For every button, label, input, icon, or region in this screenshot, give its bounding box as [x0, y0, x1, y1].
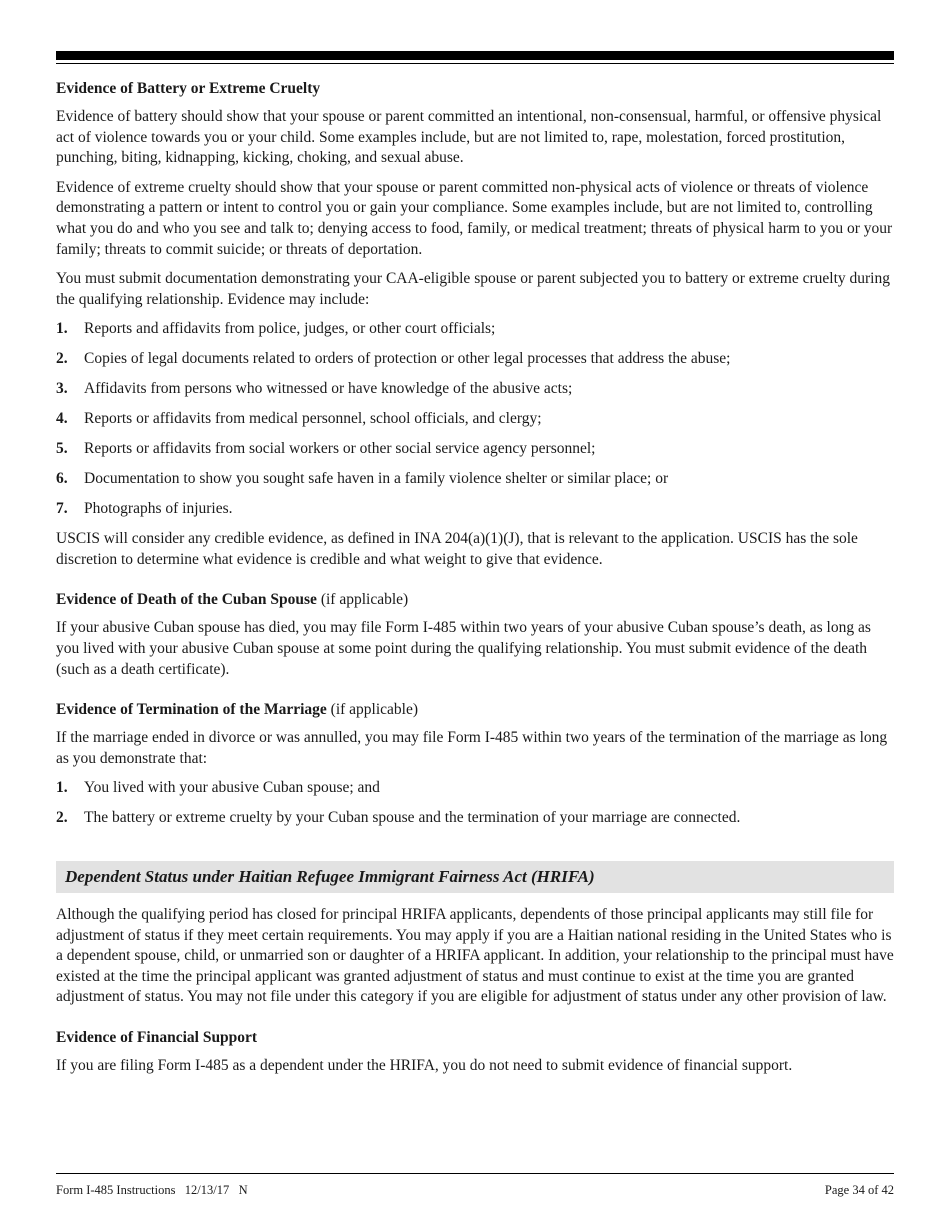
battery-paragraph-4: USCIS will consider any credible evidence, as defined in INA 204(a)(1)(J), that is relevant to the application. USCIS has the sole discretion to determine what evidence is credible and what weight to give that evidence.	[56, 530, 858, 568]
hrifa-title: Dependent Status under Haitian Refugee Immigrant Fairness Act (HRIFA)	[65, 866, 595, 886]
list-item: 5. Reports or affidavits from social workers or other social service agency personnel;	[56, 440, 596, 458]
content	[56, 78, 894, 1086]
death-heading: Evidence of Death of the Cuban Spouse (if applicable)	[56, 591, 409, 609]
termination-paragraph: If the marriage ended in divorce or was annulled, you may file Form I-485 within two years of the termination of the marriage as long as you demonstrate that:	[56, 729, 888, 767]
battery-paragraph-2: Evidence of extreme cruelty should show that your spouse or parent committed non-physical acts of violence or threats of violence demonstrating a pattern or intent to control you or gain your compliance. Some examples include, but are not limited to, controlling what you do and who you see and talk to; denying access to food, family, or medical treatment; threats of physical harm to you or your family; threats to commit suicide; or threats of deportation.	[56, 178, 893, 258]
list-item: 3. Affidavits from persons who witnessed or have knowledge of the abusive acts;	[56, 380, 573, 398]
death-paragraph: If your abusive Cuban spouse has died, you may file Form I-485 within two years of your abusive Cuban spouse’s death, as long as you lived with your abusive Cuban spouse at some point during the qualifying relationship. You must submit evidence of the death (such as a death certificate).	[56, 619, 871, 678]
footer-form-id: Form I-485 Instructions 12/13/17 N	[56, 1183, 248, 1197]
hrifa-section-bar	[56, 861, 894, 893]
top-rule	[56, 51, 894, 60]
list-item: 1. You lived with your abusive Cuban spouse; and	[56, 779, 380, 797]
financial-paragraph: If you are filing Form I-485 as a dependent under the HRIFA, you do not need to submit evidence of financial support.	[56, 1056, 793, 1074]
top-rule-thin	[56, 63, 894, 64]
battery-heading: Evidence of Battery or Extreme Cruelty	[56, 80, 321, 97]
list-item: 4. Reports or affidavits from medical personnel, school officials, and clergy;	[56, 410, 542, 428]
list-item: 7. Photographs of injuries.	[56, 500, 233, 518]
footer-page-number: Page 34 of 42	[824, 1183, 894, 1197]
footer-rule	[56, 1173, 894, 1174]
list-item: 2. Copies of legal documents related to orders of protection or other legal processes that address the abuse;	[56, 350, 731, 368]
hrifa-paragraph: Although the qualifying period has closed for principal HRIFA applicants, dependents of those principal applicants may still file for adjustment of status if they meet certain requirements. You may apply if you are a Haitian national residing in the United States who is a dependent spouse, child, or unmarried son or daughter of a HRIFA applicant. In addition, your relationship to the principal must have existed at the time the principal applicant was granted adjustment of status and must continue to exist at the time you are granted adjustment of status. You may not file under this category if you are eligible for adjustment of status under any other provision of law.	[56, 905, 894, 1006]
list-item: 2. The battery or extreme cruelty by your Cuban spouse and the termination of your marriage are connected.	[56, 809, 741, 827]
termination-list	[56, 778, 894, 829]
battery-evidence-list	[56, 319, 894, 520]
list-item: 6. Documentation to show you sought safe haven in a family violence shelter or similar place; or	[56, 470, 669, 488]
battery-paragraph-3: You must submit documentation demonstrating your CAA-eligible spouse or parent subjected you to battery or extreme cruelty during the qualifying relationship. Evidence may include:	[56, 270, 890, 308]
financial-heading: Evidence of Financial Support	[56, 1028, 258, 1046]
list-item: 1. Reports and affidavits from police, judges, or other court officials;	[56, 320, 496, 338]
termination-heading: Evidence of Termination of the Marriage (if applicable)	[56, 701, 419, 719]
battery-paragraph-1: Evidence of battery should show that your spouse or parent committed an intentional, non-consensual, harmful, or offensive physical act of violence towards you or your child. Some examples include, but are not limited to, rape, molestation, forced prostitution, punching, biting, kidnapping, kicking, choking, and sexual abuse.	[56, 108, 882, 167]
